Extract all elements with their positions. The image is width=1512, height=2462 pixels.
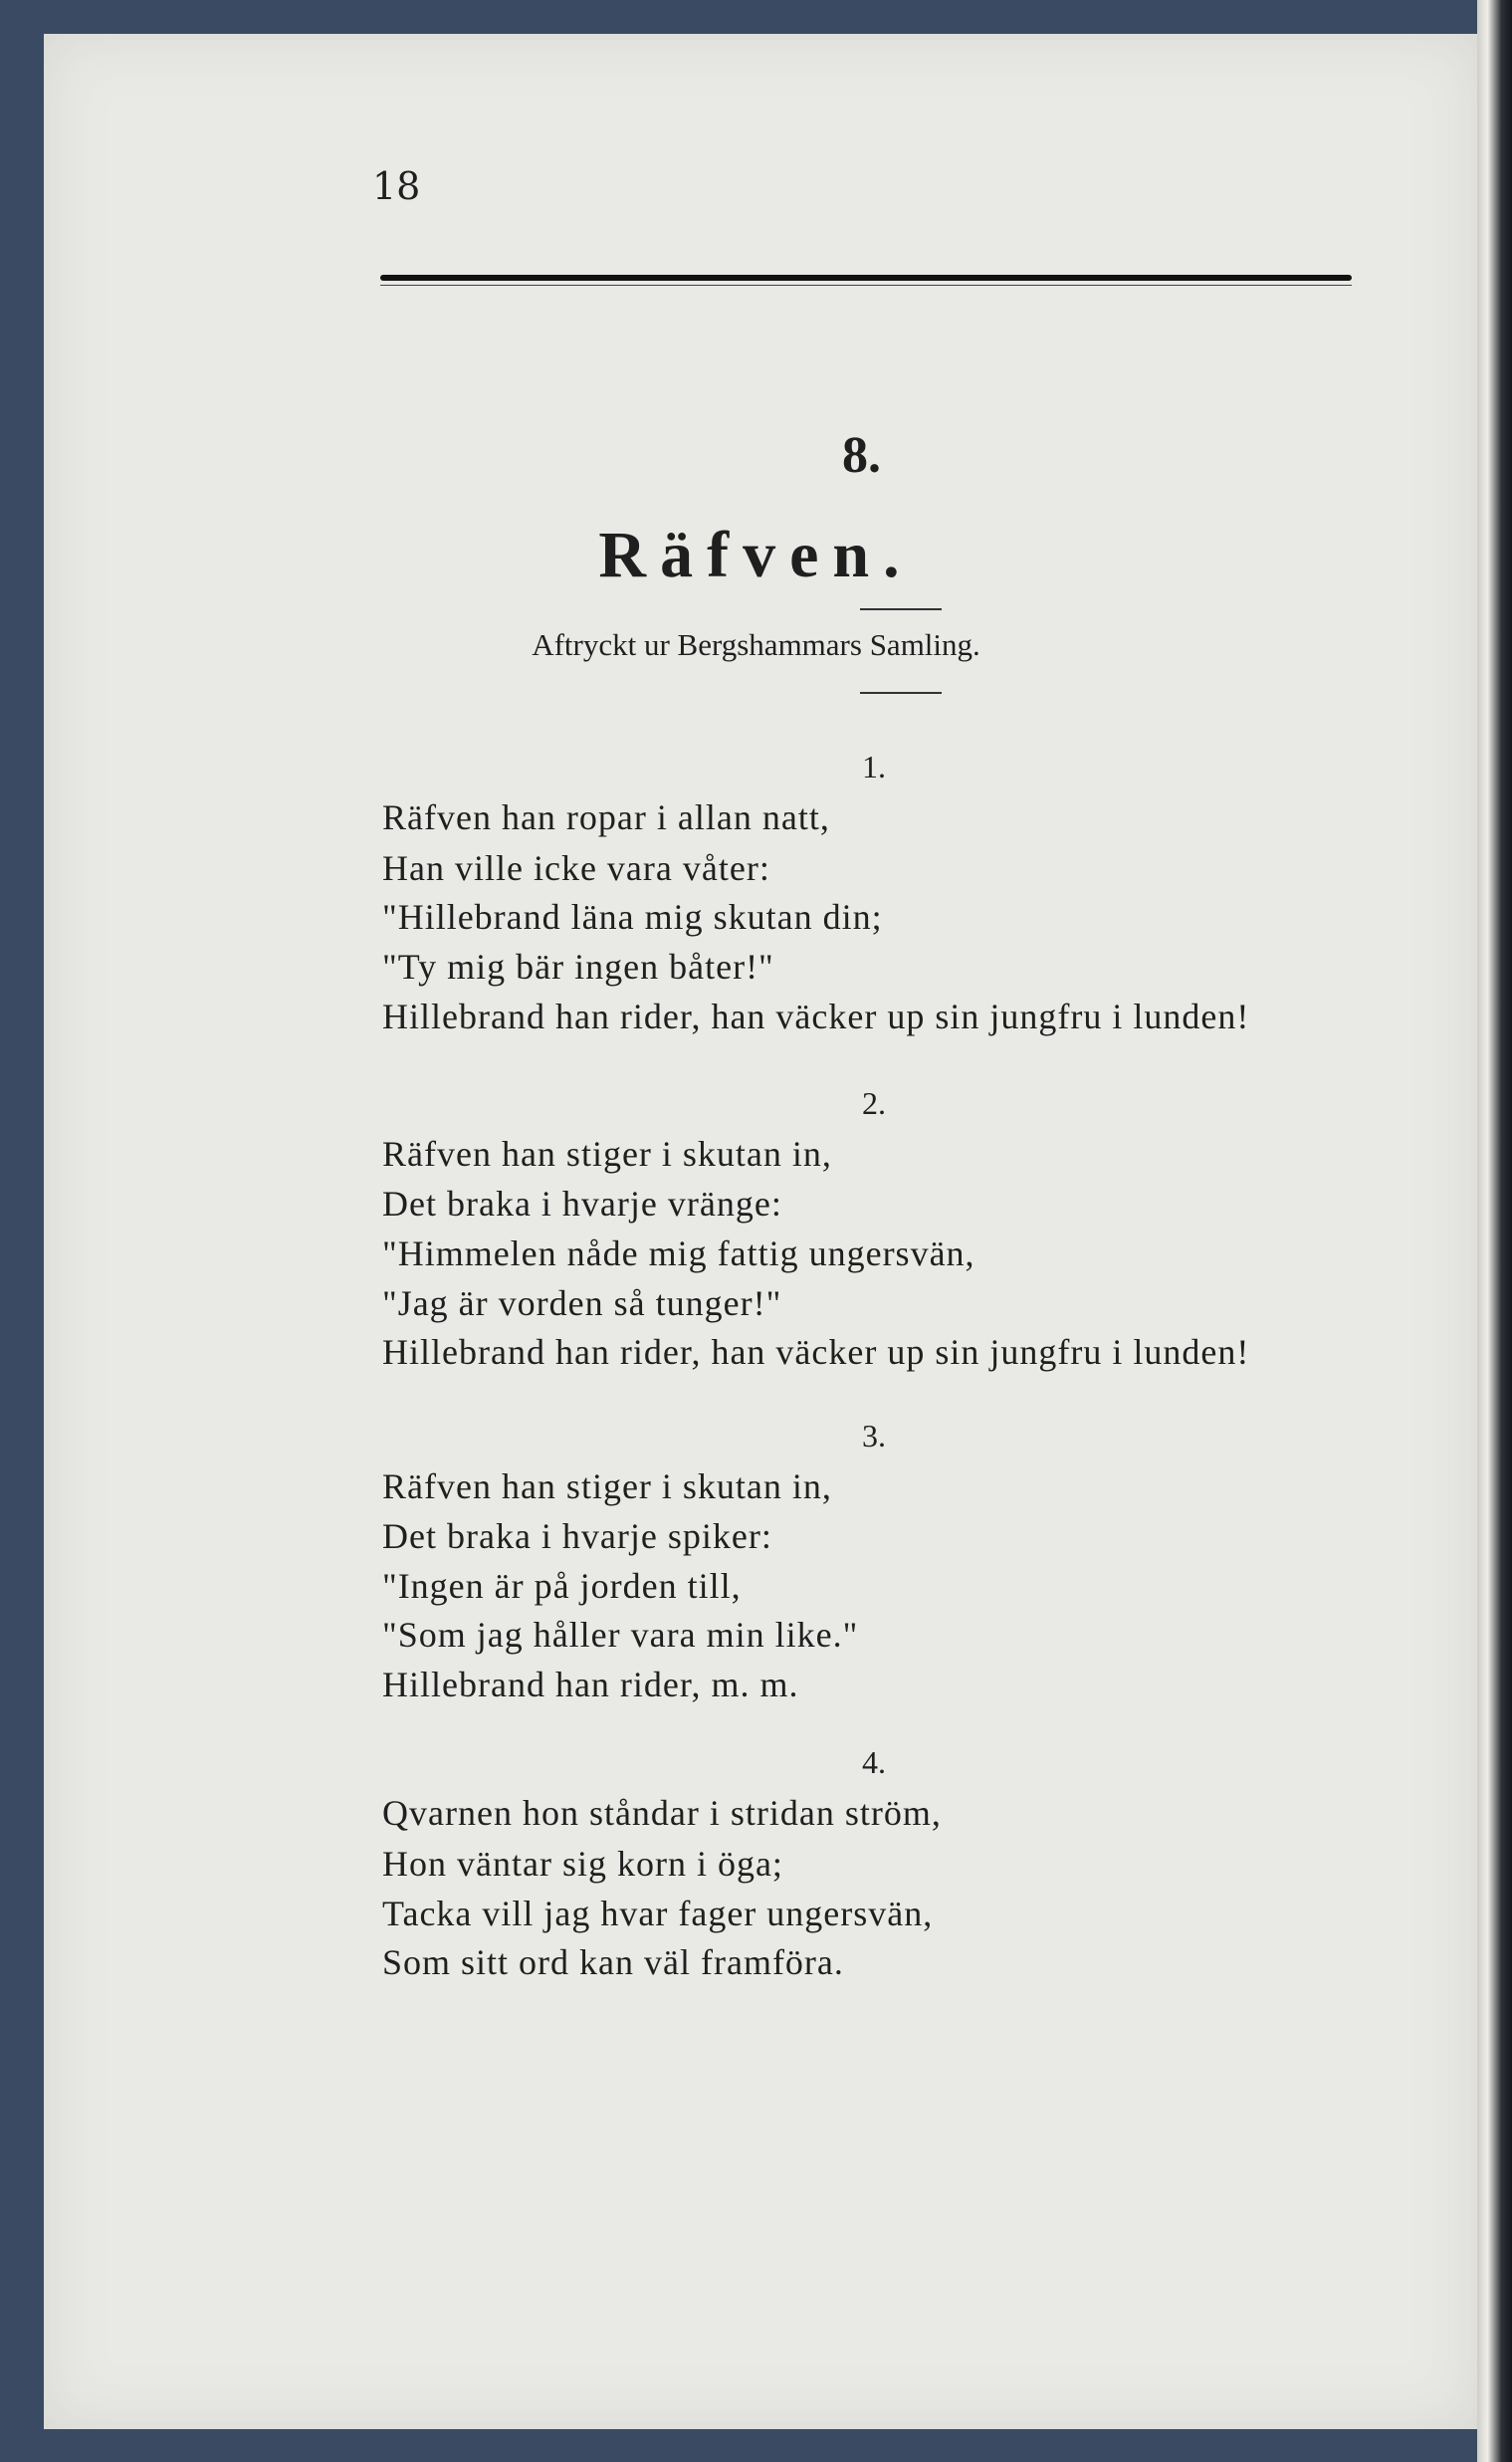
poem-title: Räfven. [598, 519, 914, 591]
source-note: Aftryckt ur Bergshammars Samling. [532, 627, 980, 662]
verse-line: Som sitt ord kan väl framföra. [382, 1942, 844, 1982]
verse-line: Hillebrand han rider, m. m. [382, 1665, 799, 1704]
verse-line: "Som jag håller vara min like." [382, 1615, 859, 1655]
verse-line: Qvarnen hon ståndar i stridan ström, [382, 1793, 942, 1833]
header-rule [380, 275, 1352, 281]
verse-line: Det braka i hvarje spiker: [382, 1516, 772, 1556]
book-spine-edge [1477, 0, 1512, 2462]
verse-line: Tacka vill jag hvar fager ungersvän, [382, 1894, 934, 1933]
verse-line: "Jag är vorden så tunger!" [382, 1283, 782, 1323]
verse-line: Han ville icke vara våter: [382, 848, 770, 888]
verse-number: 2. [862, 1085, 886, 1121]
title-divider-top [860, 608, 942, 610]
verse-line: Hillebrand han rider, han väcker up sin jungfru i lunden! [382, 1332, 1250, 1372]
verse-number: 1. [862, 749, 886, 784]
verse-number: 4. [862, 1744, 886, 1780]
verse-line: Hon väntar sig korn i öga; [382, 1844, 783, 1884]
verse-line: Hillebrand han rider, han väcker up sin jungfru i lunden! [382, 997, 1250, 1036]
section-number: 8. [842, 427, 881, 484]
verse-line: "Himmelen nåde mig fattig ungersvän, [382, 1233, 975, 1273]
verse-line: Det braka i hvarje vränge: [382, 1184, 782, 1224]
verse-line: Räfven han ropar i allan natt, [382, 797, 830, 837]
verse-line: Räfven han stiger i skutan in, [382, 1134, 832, 1174]
verse-line: "Hillebrand läna mig skutan din; [382, 897, 883, 937]
verse-line: "Ingen är på jorden till, [382, 1566, 742, 1606]
verse-number: 3. [862, 1418, 886, 1454]
verse-line: Räfven han stiger i skutan in, [382, 1466, 832, 1506]
page-number: 18 [372, 164, 421, 208]
verse-line: "Ty mig bär ingen båter!" [382, 947, 774, 987]
header-rule-thin [380, 285, 1352, 286]
title-divider-bottom [860, 692, 942, 694]
book-page [44, 34, 1477, 2429]
